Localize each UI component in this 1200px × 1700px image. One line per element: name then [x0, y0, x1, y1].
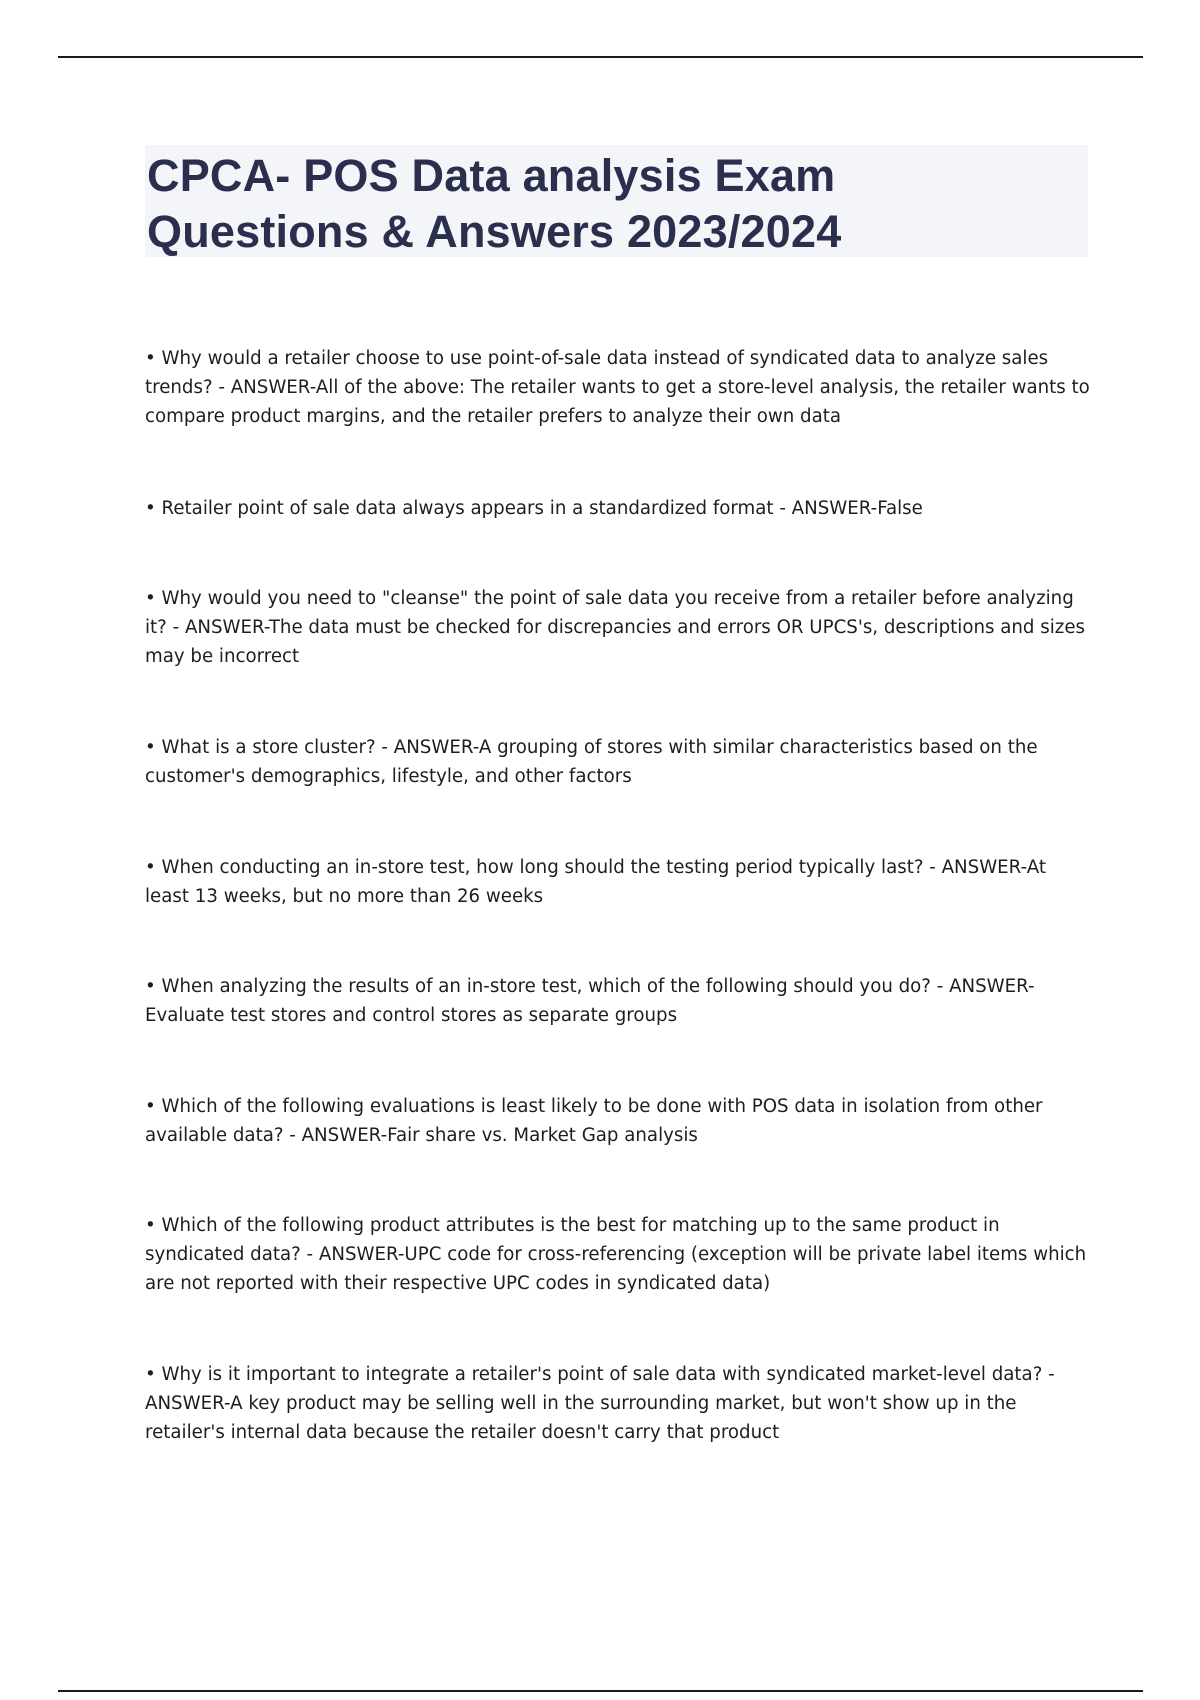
bullet-icon: •	[145, 348, 156, 369]
qa-item	[145, 972, 1090, 1030]
qa-text: What is a store cluster? - ANSWER-A grouping of stores with similar characteristics based on the customer's demographics, lifestyle, and other factors	[145, 737, 1038, 787]
top-divider	[58, 56, 1143, 58]
qa-text: Retailer point of sale data always appears in a standardized format - ANSWER-False	[161, 498, 923, 519]
qa-text: Why would a retailer choose to use point-of-sale data instead of syndicated data to analyze sales trends? - ANSWER-All of the above: The retailer wants to get a store-level analysis, the retailer wants to compare product margins, and the retailer prefers to analyze their own data	[145, 348, 1090, 427]
bullet-icon: •	[145, 588, 156, 609]
title-line-1: CPCA- POS Data analysis Exam	[147, 150, 836, 201]
bullet-icon: •	[145, 857, 156, 878]
bottom-divider	[58, 1690, 1143, 1692]
qa-text: When analyzing the results of an in-store test, which of the following should you do? - ANSWER-Evaluate test stores and control stores as separate groups	[145, 976, 1035, 1026]
title-banner	[145, 145, 1088, 257]
title-line-2: Questions & Answers 2023/2024	[147, 206, 842, 257]
qa-item	[145, 344, 1090, 431]
qa-item	[145, 853, 1090, 911]
qa-item	[145, 1360, 1090, 1447]
bullet-icon: •	[145, 737, 156, 758]
qa-text: Which of the following product attributes is the best for matching up to the same product in syndicated data? - ANSWER-UPC code for cross-referencing (exception will be private label items which are not reported with their respective UPC codes in syndicated data)	[145, 1215, 1087, 1294]
qa-item	[145, 1211, 1090, 1298]
bullet-icon: •	[145, 976, 156, 997]
page-title	[147, 148, 1086, 260]
qa-item	[145, 584, 1090, 671]
qa-text: When conducting an in-store test, how long should the testing period typically last? - ANSWER-At least 13 weeks, but no more than 26 weeks	[145, 857, 1046, 907]
qa-text: Which of the following evaluations is least likely to be done with POS data in isolation from other available data? - ANSWER-Fair share vs. Market Gap analysis	[145, 1096, 1043, 1146]
bullet-icon: •	[145, 1364, 156, 1385]
qa-item	[145, 733, 1090, 791]
qa-item	[145, 494, 1090, 523]
bullet-icon: •	[145, 498, 156, 519]
bullet-icon: •	[145, 1096, 156, 1117]
qa-item	[145, 1092, 1090, 1150]
bullet-icon: •	[145, 1215, 156, 1236]
qa-text: Why would you need to "cleanse" the point of sale data you receive from a retailer before analyzing it? - ANSWER-The data must be checked for discrepancies and errors OR UPCS's, descriptions and sizes may be incorrect	[145, 588, 1085, 667]
qa-text: Why is it important to integrate a retailer's point of sale data with syndicated market-level data? - ANSWER-A key product may be selling well in the surrounding market, but won't show up in the retailer's internal data because the retailer doesn't carry that product	[145, 1364, 1055, 1443]
